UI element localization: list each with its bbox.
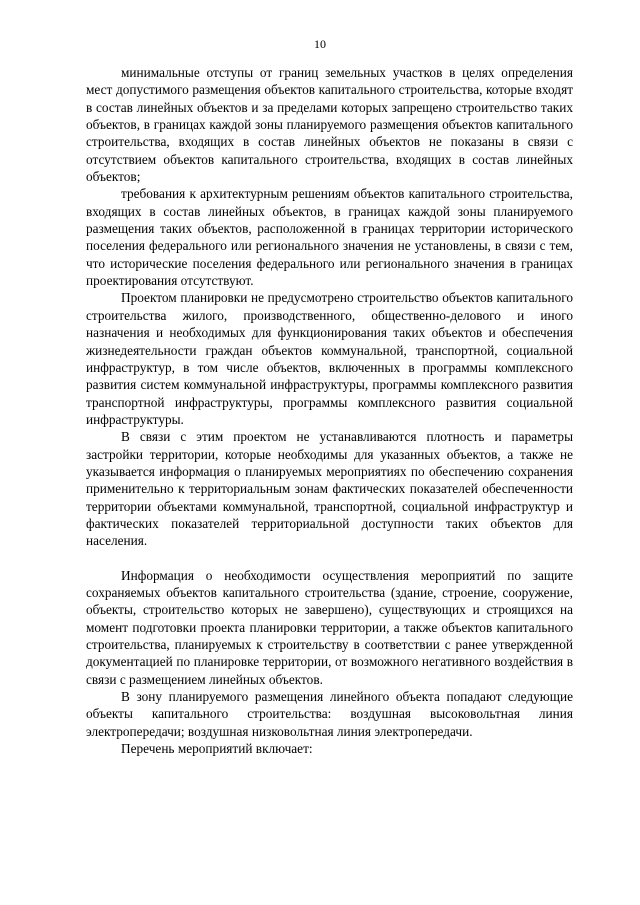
document-body (86, 64, 573, 757)
page-number: 10 (314, 37, 326, 51)
paragraph-setbacks: минимальные отступы от границ земельных участков в целях определения мест допустимого размещения объектов капитального строительства, которые входят в состав линейных объектов и за пределами которых запрещено строительство таких объектов, в границах каждой зоны планируемого размещения объектов капитального строительства, входящих в состав линейных объектов не показаны в связи с отсутствием объектов капитального строительства, входящих в состав линейных объектов; (86, 65, 573, 185)
paragraph-measures-list-intro: Перечень мероприятий включает: (121, 741, 313, 757)
paragraph-power-lines: В зону планируемого размещения линейного объекта попадают следующие объекты капитального строительства: воздушная высоковольтная линия электропередачи; воздушная низковольтная линия электропередачи. (86, 689, 573, 739)
paragraph-protection-measures: Информация о необходимости осуществления мероприятий по защите сохраняемых объектов капитального строительства (здание, строение, сооружение, объекты, строительство которых не завершено), существующих и строящихся на момент подготовки проекта планировки территории, а также объектов капитального строительства, планируемых к строительству в соответствии с ранее утвержденной документацией по планировке территории, от возможного негативного воздействия в связи с размещением линейных объектов. (86, 567, 573, 687)
paragraph-density-parameters: В связи с этим проектом не устанавливаются плотность и параметры застройки территории, которые необходимы для указанных объектов, а также не указывается информация о планируемых мероприятиях по обеспечению сохранения применительно к территориальным зонам фактических показателей обеспеченности территории объектами коммунальной, транспортной, социальной инфраструктур и фактических показателей территориальной доступности таких объектов для населения. (86, 429, 573, 549)
paragraph-architecture-requirements: требования к архитектурным решениям объектов капитального строительства, входящих в состав линейных объектов, в границах каждой зоны планируемого размещения таких объектов, расположенной в границах территории исторического поселения федерального или регионального значения не установлены, в связи с тем, что исторические поселения федерального или регионального значения в границах проектирования отсутствуют. (86, 186, 573, 289)
paragraph-planning-project: Проектом планировки не предусмотрено строительство объектов капитального строительства жилого, производственного, общественно-делового и иного назначения и необходимых для функционирования таких объектов и обеспечения жизнедеятельности граждан объектов коммунальной, транспортной, социальной инфраструктур, в том числе объектов, включенных в программы комплексного развития систем коммунальной инфраструктуры, программы комплексного развития транспортной инфраструктуры, программы комплексного развития социальной инфраструктуры. (86, 290, 573, 427)
